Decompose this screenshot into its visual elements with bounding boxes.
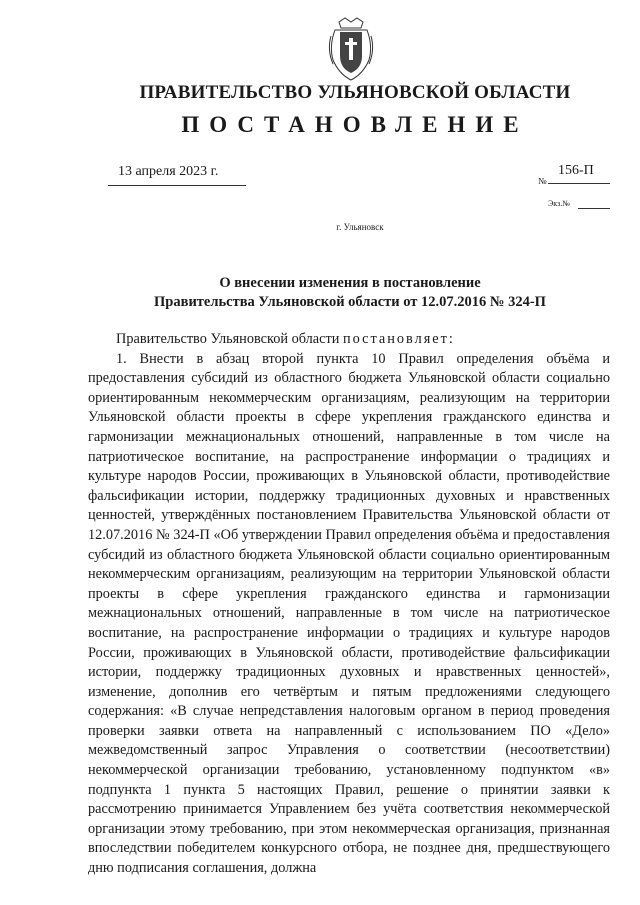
copy-number-underline: [578, 208, 610, 209]
document-number: 156-П: [558, 163, 594, 178]
document-heading: [0, 274, 640, 312]
intro-verb: постановляет:: [342, 331, 455, 347]
document-body: [88, 330, 610, 879]
number-label: №: [538, 176, 547, 186]
coat-of-arms-icon: [325, 16, 377, 82]
government-name: ПРАВИТЕЛЬСТВО УЛЬЯНОВСКОЙ ОБЛАСТИ: [139, 82, 571, 103]
heading-line-1: О внесении изменения в постановление: [219, 275, 481, 291]
copy-number-label: Экз.№: [548, 199, 570, 208]
city-name: г. Ульяновск: [336, 222, 384, 232]
intro-paragraph: [88, 330, 610, 350]
heading-line-2: Правительства Ульяновской области от 12.07.2016 № 324-П: [154, 294, 546, 310]
item-1-paragraph: 1. Внести в абзац второй пункта 10 Правил определения объёма и предоставления субсидий из областного бюджета Ульяновской области социально ориентированным некоммерческим организациям, реализующим на территории Ульяновской области проекты в сфере укрепления гражданского единства и гармонизации межнациональных отношений, направленные в том числе на патриотическое воспитание, на распространение информации о традициях и культуре народов России, проживающих в Ульяновской области, противодействие фальсификации истории, поддержку традиционных духовных и нравственных ценностей, утверждённых постановлением Правительства Ульяновской области от 12.07.2016 № 324-П «Об утверждении Правил определения объёма и предоставления субсидий из областного бюджета Ульяновской области социально ориентированным некоммерческим организациям, реализующим на территории Ульяновской области проекты в сфере укрепления гражданского единства и гармонизации межнациональных отношений, направленные в том числе на патриотическое воспитание, на распространение информации о традициях и культуре народов России, проживающих в Ульяновской области, противодействие фальсификации истории, поддержку традиционных духовных и нравственных ценностей», изменение, дополнив его четвёртым и пятым предложениями следующего содержания: «В случае непредставления налоговым органом в период проведения проверки заявки ответа на направленный с использованием ПО «Дело» межведомственный запрос Управления о соответствии (несоответствии) некоммерческой организации требованию, установленному подпунктом «в» подпункта 1 пункта 5 настоящих Правил, решение о принятии заявки к рассмотрению принимается Управлением без учёта соответствия некоммерческой организации этому требованию, при этом некоммерческая организация, признанная впоследствии победителем конкурсного отбора, не позднее дня, предшествующего дню подписания соглашения, должна: [88, 350, 610, 877]
document-date: 13 апреля 2023 г.: [118, 164, 219, 179]
date-underline: [108, 185, 246, 186]
document-type: ПОСТАНОВЛЕНИЕ: [181, 112, 529, 137]
number-underline: [548, 183, 610, 184]
intro-subject: Правительство Ульяновской области: [116, 331, 340, 347]
